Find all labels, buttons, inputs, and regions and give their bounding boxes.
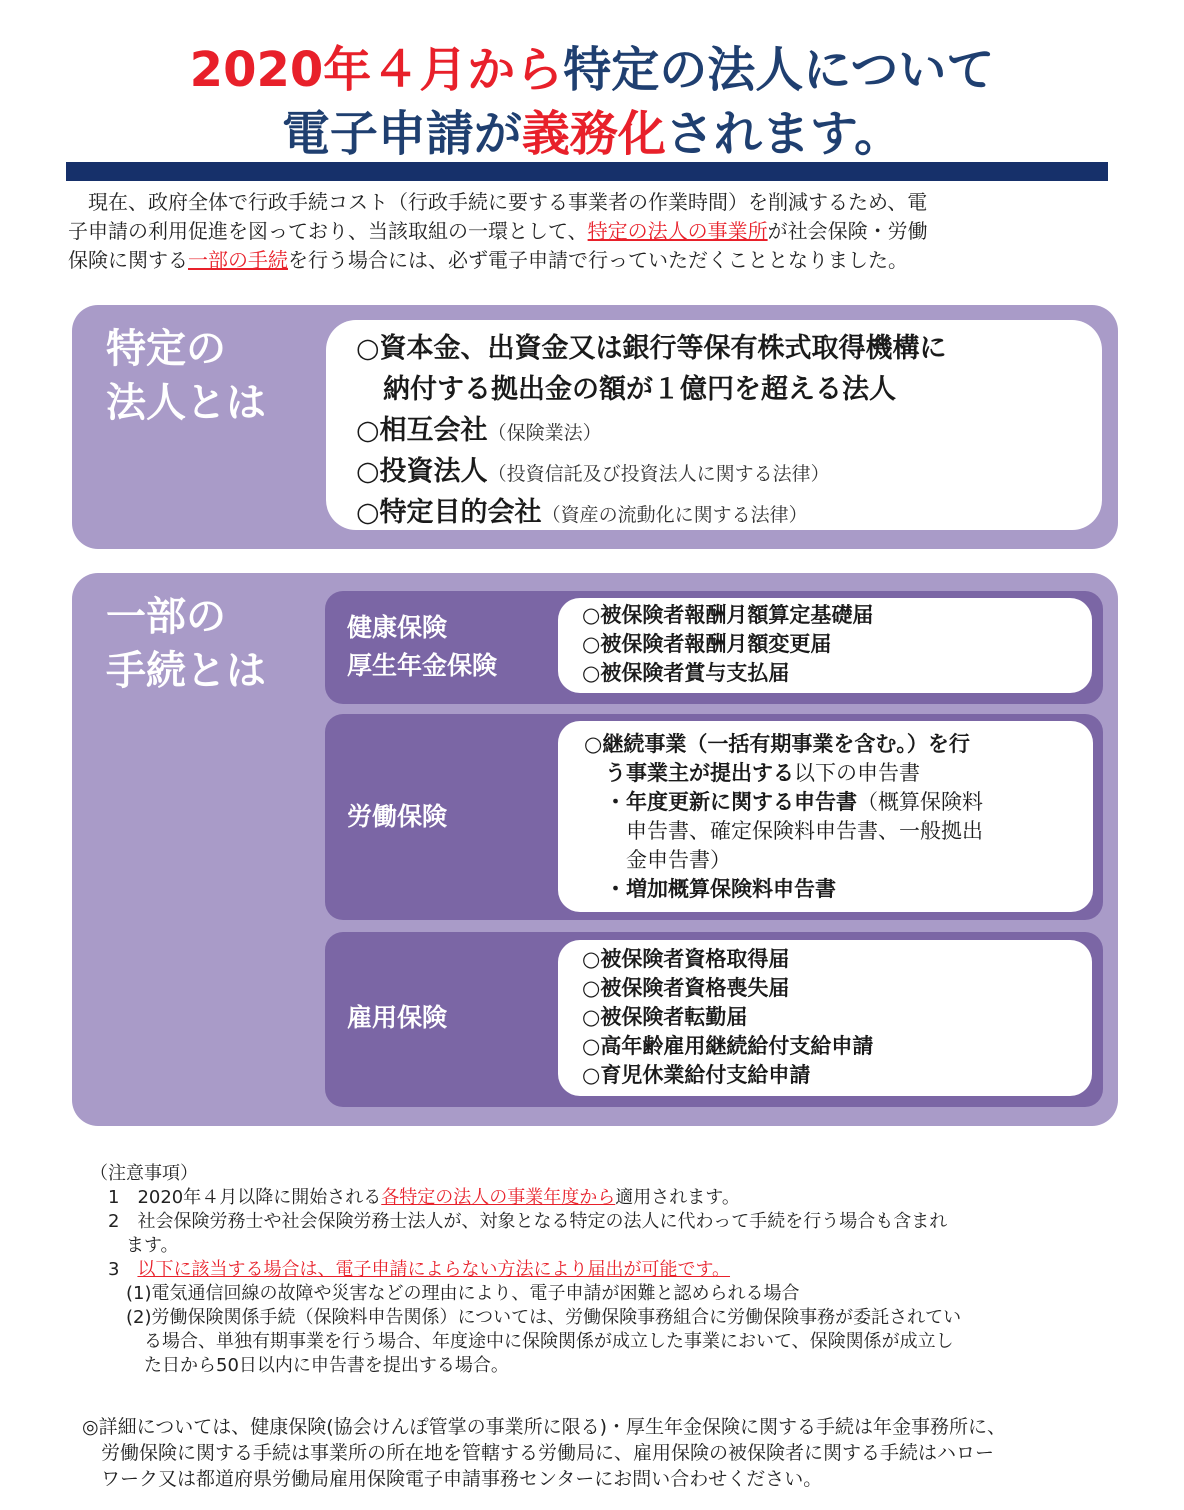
procedures-label-line-2: 手続とは: [106, 648, 266, 694]
intro-line-2b: が社会保険・労働: [767, 219, 928, 243]
list-item: う事業主が提出する以下の申告書: [584, 761, 920, 785]
list-item: 申告書、確定保険料申告書、一般拠出: [584, 819, 983, 843]
list-item: ○被保険者報酬月額算定基礎届: [582, 603, 874, 627]
note-3-1: (1)電気通信回線の故障や災害などの理由により、電子申請が困難と認められる場合: [90, 1283, 800, 1304]
list-item: ○被保険者資格喪失届: [582, 976, 790, 1000]
definition-list: [356, 330, 1096, 535]
note-3-2-cont: た日から50日以内に申告書を提出する場合。: [90, 1355, 509, 1376]
list-item: ○被保険者転勤届: [582, 1005, 748, 1029]
footer-line: ワーク又は都道府県労働局雇用保険電子申請事務センターにお問い合わせください。: [82, 1468, 823, 1490]
health-pension-items: [582, 601, 873, 688]
employment-insurance-items-box: [558, 940, 1092, 1096]
definition-item: ○資本金、出資金又は銀行等保有株式取得機構に: [356, 333, 947, 364]
note-3-2-cont: る場合、単独有期事業を行う場合、年度途中に保険関係が成立した事業において、保険関係が成立し: [90, 1331, 954, 1352]
health-pension-label: 健康保険 厚生年金保険: [347, 613, 498, 680]
list-item: ○育児休業給付支給申請: [582, 1063, 811, 1087]
title-date: 2020年４月から: [189, 42, 564, 98]
employment-insurance-category: [325, 932, 1103, 1107]
title-mandatory: 義務化: [521, 106, 666, 162]
procedures-label-line-1: 一部の: [106, 594, 226, 640]
intro-line-3a: 保険に関する: [68, 248, 188, 272]
fiscal-year-link: 各特定の法人の事業年度から: [381, 1187, 616, 1208]
note-1: 1 2020年４月以降に開始される各特定の法人の事業年度から適用されます。: [90, 1187, 740, 1208]
exception-link: 以下に該当する場合は、電子申請によらない方法により届出が可能です。: [137, 1259, 731, 1280]
title-part-b: されます。: [665, 106, 903, 162]
list-item: ・増加概算保険料申告書: [584, 877, 836, 901]
contact-footer: [82, 1414, 1122, 1492]
definition-item: ○相互会社（保険業法）: [356, 415, 602, 446]
note-2-cont: ます。: [90, 1235, 179, 1256]
list-item: ○被保険者資格取得届: [582, 947, 790, 971]
list-item: ・年度更新に関する申告書（概算保険料: [584, 790, 983, 814]
labor-insurance-label: 労働保険: [347, 802, 448, 831]
title-subject: 特定の法人について: [563, 42, 995, 98]
notes-heading: （注意事項）: [90, 1163, 198, 1184]
list-item: ○被保険者報酬月額変更届: [582, 632, 832, 656]
labor-insurance-category: [325, 714, 1103, 920]
definition-item: ○投資法人（投資信託及び投資法人に関する法律）: [356, 456, 830, 487]
some-procedures-link: 一部の手続: [188, 248, 288, 272]
list-item: ○継続事業（一括有期事業を含む。）を行: [584, 732, 970, 756]
definition-item: ○特定目的会社（資産の流動化に関する法律）: [356, 497, 808, 528]
title-divider: [66, 162, 1108, 181]
list-item: 金申告書）: [584, 848, 731, 872]
title-line-1: [0, 40, 1184, 100]
note-3-2: (2)労働保険関係手続（保険料申告関係）については、労働保険事務組合に労働保険事務が委託されてい: [90, 1307, 962, 1328]
definition-label-line-2: 法人とは: [106, 380, 266, 426]
footer-line: 労働保険に関する手続は事業所の所在地を管轄する労働局に、雇用保険の被保険者に関する手続はハロー: [82, 1442, 995, 1464]
definition-label: [106, 322, 266, 430]
health-pension-category: [325, 591, 1103, 704]
intro-line-2: [68, 217, 1118, 246]
intro-line-1: 現在、政府全体で行政手続コスト（行政手続に要する事業者の作業時間）を削減するため、電: [68, 190, 928, 214]
intro-line-2a: 子申請の利用促進を図っており、当該取組の一環として、: [68, 219, 588, 243]
procedures-label: [106, 590, 266, 698]
intro-paragraph: [68, 188, 1118, 275]
list-item: ○高年齢雇用継続給付支給申請: [582, 1034, 874, 1058]
labor-insurance-items: [584, 730, 983, 904]
employment-insurance-items: [582, 945, 873, 1090]
list-item: ○被保険者賞与支払届: [582, 661, 790, 685]
specific-corporation-link: 特定の法人の事業所: [587, 219, 768, 243]
labor-insurance-items-box: [558, 721, 1093, 912]
title-part-a: 電子申請が: [281, 106, 522, 162]
health-pension-items-box: [558, 598, 1092, 693]
employment-insurance-label: 雇用保険: [347, 1003, 448, 1032]
definition-label-line-1: 特定の: [106, 326, 226, 372]
note-3: 3 以下に該当する場合は、電子申請によらない方法により届出が可能です。: [90, 1259, 731, 1280]
definition-item: 納付する拠出金の額が１億円を超える法人: [356, 374, 896, 405]
intro-line-3: [68, 246, 1118, 275]
title-line-2: [0, 104, 1184, 164]
notes-section: [90, 1162, 1120, 1378]
footer-line: ◎詳細については、健康保険(協会けんぽ管掌の事業所に限る)・厚生年金保険に関する手続は年金事務所に、: [82, 1416, 1007, 1438]
note-2: 2 社会保険労務士や社会保険労務士法人が、対象となる特定の法人に代わって手続を行う場合も含まれ: [90, 1211, 948, 1232]
intro-line-3b: を行う場合には、必ず電子申請で行っていただくこととなりました。: [288, 248, 908, 272]
